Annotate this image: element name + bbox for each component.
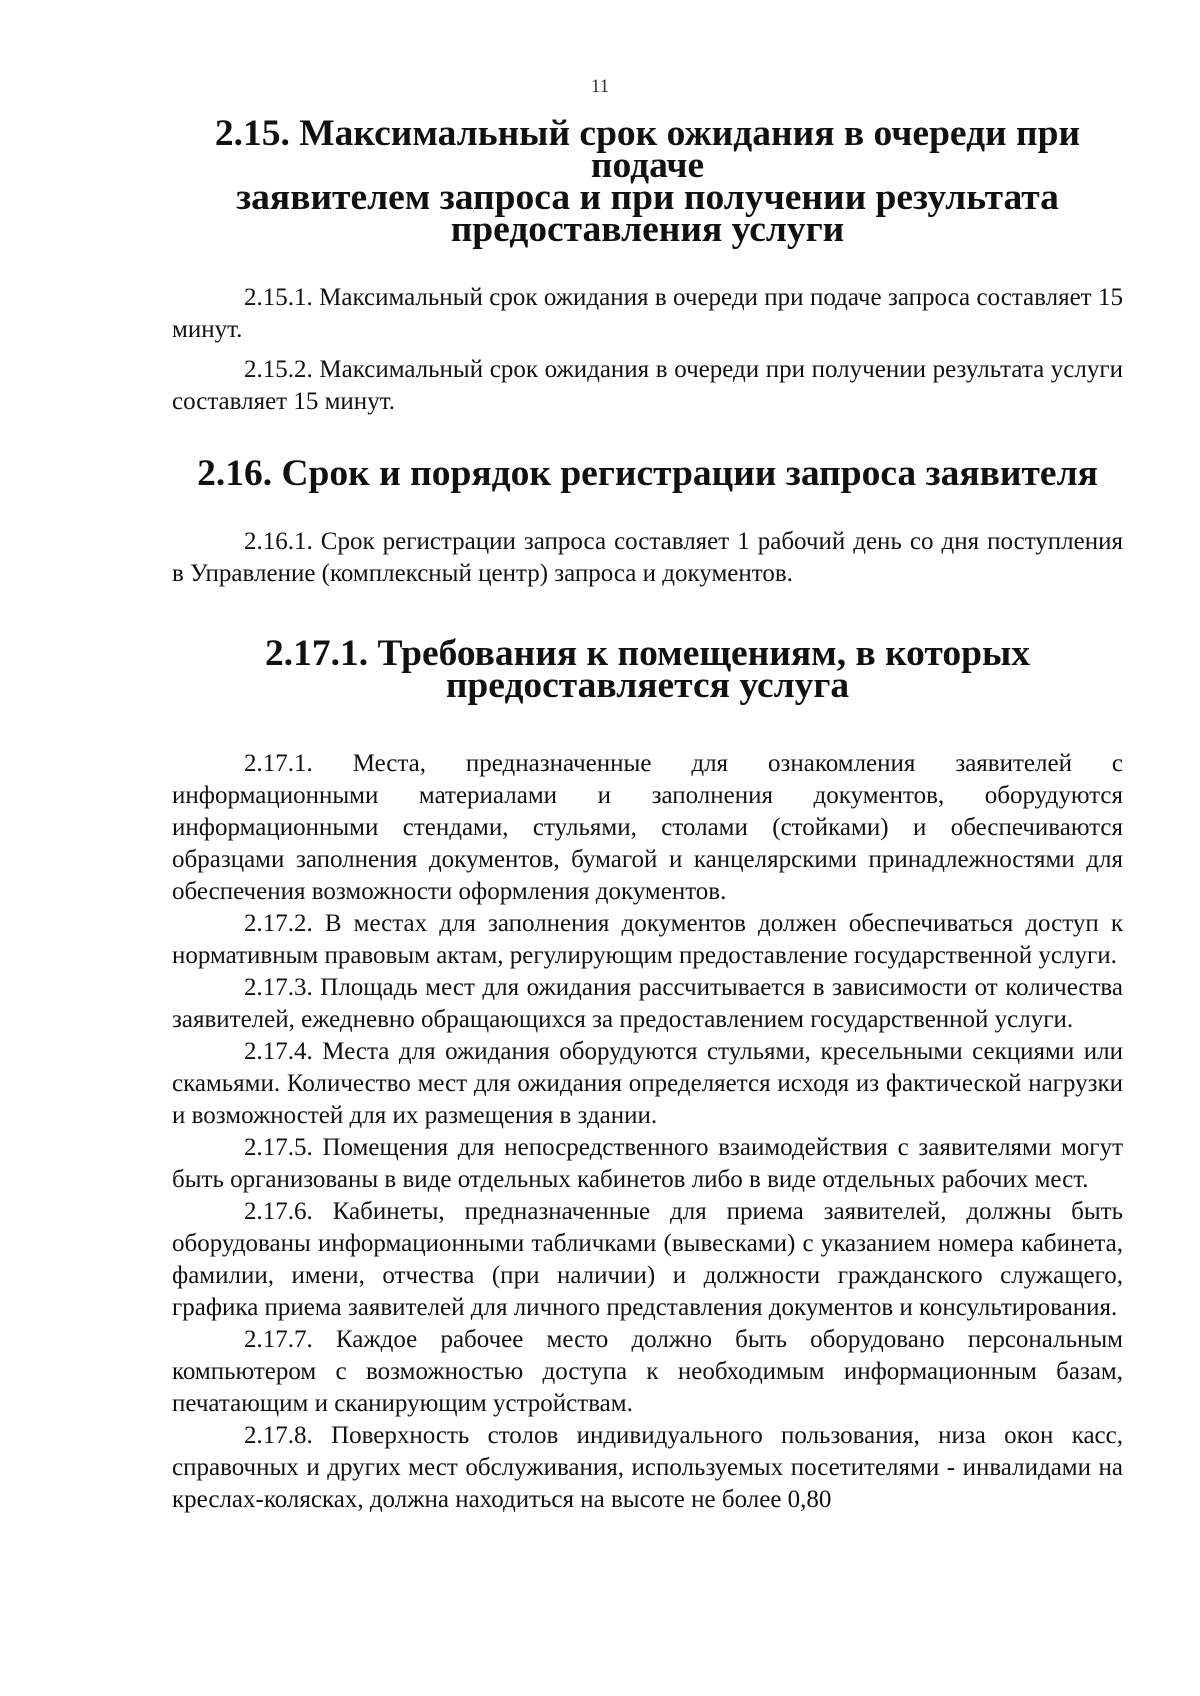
heading-2-16: 2.16. Срок и порядок регистрации запроса заявителя — [197, 453, 1098, 494]
paragraph-2-17-8: 2.17.8. Поверхность столов индивидуального пользования, низа окон касс, справочных и других мест обслуживания, используемых посетителями - инвалидами на креслах-колясках, должна находиться на высоте не более 0,80 — [172, 1422, 1123, 1513]
paragraph-2-17-5: 2.17.5. Помещения для непосредственного взаимодействия с заявителями могут быть организованы в виде отдельных кабинетов либо в виде отдельных рабочих мест. — [172, 1134, 1123, 1193]
paragraph-2-17-1: 2.17.1. Места, предназначенные для ознакомления заявителей с информационными материалами и заполнения документов, оборудуются информационными стендами, стульями, столами (стойками) и обеспечиваются образцами заполнения документов, бумагой и канцелярскими принадлежностями для обеспечения возможности оформления документов. — [172, 750, 1123, 905]
paragraph-2-17-3: 2.17.3. Площадь мест для ожидания рассчитывается в зависимости от количества заявителей, ежедневно обращающихся за предоставлением государственной услуги. — [172, 974, 1123, 1033]
heading-2-15-line1: 2.15. Максимальный срок ожидания в очереди при подаче — [214, 113, 1081, 186]
document-body — [172, 113, 1123, 1516]
paragraph-2-17-7: 2.17.7. Каждое рабочее место должно быть оборудовано персональным компьютером с возможностью доступа к необходимым информационным базам, печатающим и сканирующим устройствам. — [172, 1326, 1123, 1417]
paragraph-2-17-6: 2.17.6. Кабинеты, предназначенные для приема заявителей, должны быть оборудованы информационными табличками (вывесками) с указанием номера кабинета, фамилии, имени, отчества (при наличии) и должности гражданского служащего, графика приема заявителей для личного представления документов и консультирования. — [172, 1198, 1123, 1321]
heading-2-15-line2: заявителем запроса и при получении результата предоставления услуги — [236, 177, 1059, 250]
paragraph-2-15-1: 2.15.1. Максимальный срок ожидания в очереди при подаче запроса составляет 15 минут. — [172, 284, 1123, 343]
heading-2-15 — [172, 113, 1123, 250]
page-number: 11 — [590, 76, 610, 97]
paragraph-2-17-4: 2.17.4. Места для ожидания оборудуются стульями, кресельными секциями или скамьями. Количество мест для ожидания определяется исходя из фактической нагрузки и возможностей для их размещения в здании. — [172, 1038, 1123, 1129]
paragraph-2-15-2: 2.15.2. Максимальный срок ожидания в очереди при получении результата услуги составляет 15 минут. — [172, 356, 1123, 415]
paragraph-2-16-1: 2.16.1. Срок регистрации запроса составляет 1 рабочий день со дня поступления в Управление (комплексный центр) запроса и документов. — [172, 528, 1123, 587]
heading-2-17: 2.17.1. Требования к помещениям, в которых предоставляется услуга — [265, 633, 1030, 706]
paragraph-2-17-2: 2.17.2. В местах для заполнения документов должен обеспечиваться доступ к нормативным правовым актам, регулирующим предоставление государственной услуги. — [172, 910, 1123, 969]
